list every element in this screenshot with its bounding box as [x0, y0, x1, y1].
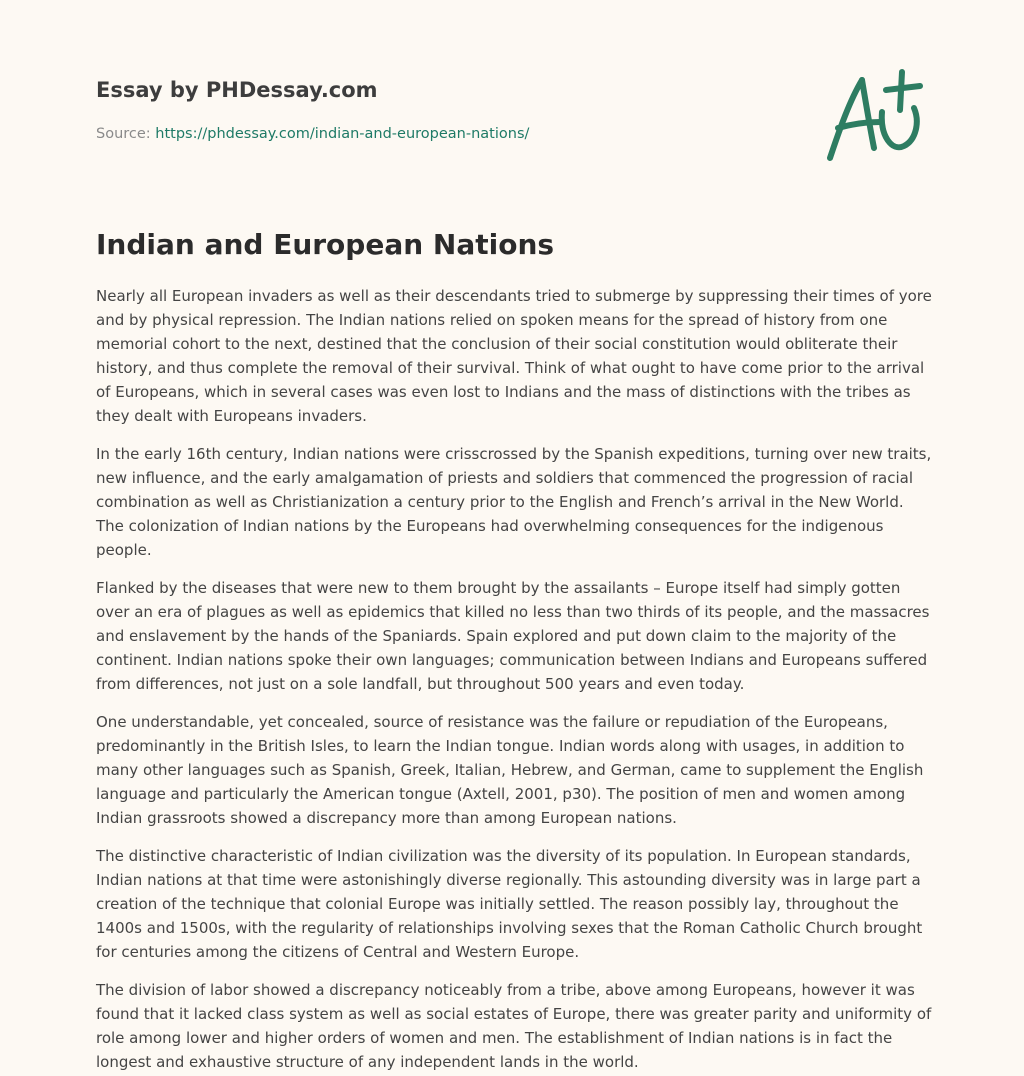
- essay-paragraph: The distinctive characteristic of Indian civilization was the diversity of its population. In European standards, Indian nations at that time were astonishingly diverse regionally. This astounding diversity was in large part a creation of the technique that colonial Europe was initially settled. The reason possibly lay, throughout the 1400s and 1500s, with the regularity of relationships involving sexes that the Roman Catholic Church brought for centuries among the citizens of Central and Western Europe.: [96, 847, 923, 961]
- a-plus-grade-logo-icon: [822, 66, 928, 166]
- essay-paragraph: Nearly all European invaders as well as their descendants tried to submerge by suppressing their times of yore and by physical repression. The Indian nations relied on spoken means for the spread of history from one memorial cohort to the next, destined that the conclusion of their social constitution would obliterate their history, and thus complete the removal of their survival. Think of what ought to have come prior to the arrival of Europeans, which in several cases was even lost to Indians and the mass of distinctions with the tribes as they dealt with Europeans invaders.: [96, 287, 932, 425]
- source-line: [96, 124, 796, 144]
- essay-paragraph: Flanked by the diseases that were new to them brought by the assailants – Europe itself had simply gotten over an era of plagues as well as epidemics that killed no less than two thirds of its people, and the massacres and enslavement by the hands of the Spaniards. Spain explored and put down claim to the majority of the continent. Indian nations spoke their own languages; communication between Indians and Europeans suffered from differences, not just on a sole landfall, but throughout 500 years and even today.: [96, 579, 930, 693]
- essay-paragraph: The division of labor showed a discrepancy noticeably from a tribe, above among Europeans, however it was found that it lacked class system as well as social estates of Europe, there was greater parity and uniformity of role among lower and higher orders of women and men. The establishment of Indian nations is in fact the longest and exhaustive structure of any independent lands in the world.: [96, 981, 932, 1071]
- source-label: Source:: [96, 126, 156, 142]
- essay-body: [96, 284, 936, 1076]
- essay-paragraph: In the early 16th century, Indian nations were crisscrossed by the Spanish expeditions, turning over new traits, new influence, and the early amalgamation of priests and soldiers that commenced the progression of racial combination as well as Christianization a century prior to the English and French’s arrival in the New World. The colonization of Indian nations by the Europeans had overwhelming consequences for the indigenous people.: [96, 445, 932, 559]
- source-link[interactable]: https://phdessay.com/indian-and-european-nations/: [155, 126, 530, 142]
- essay-paragraph: One understandable, yet concealed, source of resistance was the failure or repudiation of the Europeans, predominantly in the British Isles, to learn the Indian tongue. Indian words along with usages, in addition to many other languages such as Spanish, Greek, Italian, Hebrew, and German, came to supplement the English language and particularly the American tongue (Axtell, 2001, p30). The position of men and women among Indian grassroots showed a discrepancy more than among European nations.: [96, 713, 924, 827]
- site-title: Essay by PHDessay.com: [96, 78, 378, 102]
- essay-title: Indian and European Nations: [96, 228, 555, 261]
- page-header: [96, 76, 796, 144]
